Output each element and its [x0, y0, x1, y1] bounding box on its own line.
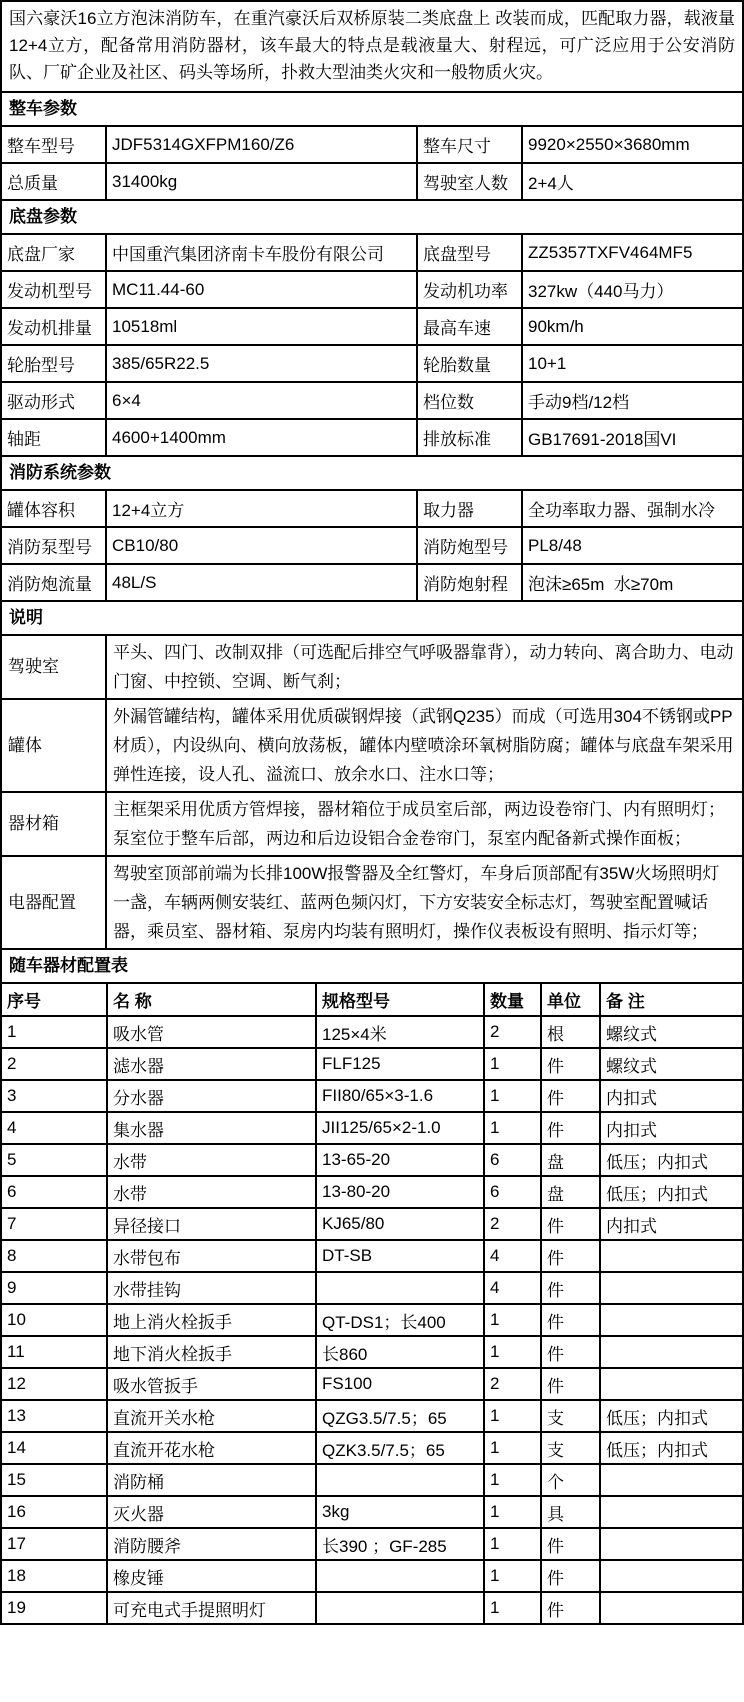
equipment-row — [2, 1016, 742, 1048]
param-label: 整车尺寸 — [417, 127, 522, 163]
equipment-row — [2, 1368, 742, 1400]
param-label: 总质量 — [2, 163, 106, 199]
equipment-spec: 13-80-20 — [316, 1176, 484, 1208]
col-header-qty: 数量 — [484, 984, 541, 1016]
col-header-unit: 单位 — [541, 984, 600, 1016]
equipment-spec: 长390 ；GF-285 — [316, 1528, 484, 1560]
equipment-no: 9 — [2, 1272, 107, 1304]
equipment-unit: 件 — [541, 1304, 600, 1336]
equipment-spec: KJ65/80 — [316, 1208, 484, 1240]
equipment-name: 直流开花水枪 — [107, 1432, 316, 1464]
param-label: 底盘型号 — [417, 235, 522, 271]
note-label: 器材箱 — [2, 792, 106, 856]
equipment-unit: 件 — [541, 1528, 600, 1560]
table-row — [2, 271, 742, 308]
equipment-row — [2, 1208, 742, 1240]
equipment-spec: 3kg — [316, 1496, 484, 1528]
fire-system-params-table — [2, 491, 742, 600]
equipment-no: 15 — [2, 1464, 107, 1496]
equipment-qty: 1 — [484, 1336, 541, 1368]
table-row — [2, 792, 742, 856]
param-value: CB10/80 — [106, 527, 417, 564]
equipment-note: 螺纹式 — [600, 1048, 742, 1080]
equipment-unit: 件 — [541, 1592, 600, 1623]
equipment-unit: 件 — [541, 1272, 600, 1304]
equipment-note: 内扣式 — [600, 1208, 742, 1240]
equipment-spec: QZK3.5/7.5；65 — [316, 1432, 484, 1464]
equipment-no: 8 — [2, 1240, 107, 1272]
equipment-spec — [316, 1464, 484, 1496]
param-value: 31400kg — [106, 163, 417, 199]
table-row — [2, 163, 742, 199]
equipment-qty: 1 — [484, 1592, 541, 1623]
equipment-table — [2, 984, 742, 1623]
param-label: 消防炮流量 — [2, 564, 106, 600]
equipment-no: 19 — [2, 1592, 107, 1623]
param-label: 驱动形式 — [2, 382, 106, 419]
note-text: 外漏管罐结构，罐体采用优质碳钢焊接（武钢Q235）而成（可选用304不锈钢或PP材质），内设纵向、横向放荡板，罐体内壁喷涂环氧树脂防腐；罐体与底盘车架采用弹性连接，设人孔、溢流口、放余水口、注水口等； — [106, 699, 742, 792]
note-label: 电器配置 — [2, 856, 106, 948]
equipment-no: 18 — [2, 1560, 107, 1592]
param-value: 9920×2550×3680mm — [522, 127, 742, 163]
equipment-spec: 长860 — [316, 1336, 484, 1368]
param-label: 发动机功率 — [417, 271, 522, 308]
equipment-spec: FII80/65×3-1.6 — [316, 1080, 484, 1112]
equipment-qty: 1 — [484, 1400, 541, 1432]
table-row — [2, 856, 742, 948]
equipment-unit: 件 — [541, 1080, 600, 1112]
table-row — [2, 419, 742, 455]
section-title-fire-system-params: 消防系统参数 — [2, 455, 742, 491]
param-label: 排放标准 — [417, 419, 522, 455]
table-row — [2, 235, 742, 271]
equipment-row — [2, 1496, 742, 1528]
note-label: 罐体 — [2, 699, 106, 792]
equipment-qty: 6 — [484, 1144, 541, 1176]
equipment-name: 直流开关水枪 — [107, 1400, 316, 1432]
param-label: 消防炮型号 — [417, 527, 522, 564]
equipment-no: 13 — [2, 1400, 107, 1432]
param-value: MC11.44-60 — [106, 271, 417, 308]
param-value: 2+4人 — [522, 163, 742, 199]
equipment-name: 水带包布 — [107, 1240, 316, 1272]
equipment-qty: 1 — [484, 1496, 541, 1528]
equipment-note — [600, 1560, 742, 1592]
equipment-spec: FS100 — [316, 1368, 484, 1400]
equipment-name: 水带 — [107, 1176, 316, 1208]
equipment-row — [2, 1400, 742, 1432]
equipment-note: 低压；内扣式 — [600, 1176, 742, 1208]
equipment-unit: 件 — [541, 1368, 600, 1400]
equipment-qty: 1 — [484, 1432, 541, 1464]
equipment-name: 灭火器 — [107, 1496, 316, 1528]
param-value: 12+4立方 — [106, 491, 417, 527]
equipment-qty: 4 — [484, 1272, 541, 1304]
intro-paragraph: 国六豪沃16立方泡沫消防车，在重汽豪沃后双桥原装二类底盘上 改装而成，匹配取力器，载液量12+4立方，配备常用消防器材，该车最大的特点是载液量大、射程远，可广泛应用于公安消防队、厂矿企业及社区、码头等场所，扑救大型油类火灾和一般物质火灾。 — [9, 9, 735, 82]
equipment-qty: 4 — [484, 1240, 541, 1272]
equipment-row — [2, 1592, 742, 1623]
param-label: 整车型号 — [2, 127, 106, 163]
equipment-name: 异径接口 — [107, 1208, 316, 1240]
equipment-note — [600, 1368, 742, 1400]
param-label: 档位数 — [417, 382, 522, 419]
equipment-note — [600, 1464, 742, 1496]
equipment-name: 吸水管扳手 — [107, 1368, 316, 1400]
equipment-unit: 盘 — [541, 1176, 600, 1208]
equipment-row — [2, 1112, 742, 1144]
equipment-name: 吸水管 — [107, 1016, 316, 1048]
equipment-name: 水带挂钩 — [107, 1272, 316, 1304]
equipment-no: 10 — [2, 1304, 107, 1336]
table-row — [2, 636, 742, 699]
equipment-spec: QZG3.5/7.5；65 — [316, 1400, 484, 1432]
table-row — [2, 491, 742, 527]
param-value: GB17691-2018国VI — [522, 419, 742, 455]
equipment-unit: 具 — [541, 1496, 600, 1528]
equipment-row — [2, 1176, 742, 1208]
equipment-name: 集水器 — [107, 1112, 316, 1144]
equipment-row — [2, 1304, 742, 1336]
note-text: 主框架采用优质方管焊接，器材箱位于成员室后部，两边设卷帘门、内有照明灯；泵室位于整车后部，两边和后边设铝合金卷帘门，泵室内配备新式操作面板； — [106, 792, 742, 856]
equipment-no: 17 — [2, 1528, 107, 1560]
param-label: 发动机型号 — [2, 271, 106, 308]
equipment-qty: 1 — [484, 1112, 541, 1144]
equipment-note — [600, 1272, 742, 1304]
equipment-no: 12 — [2, 1368, 107, 1400]
equipment-no: 14 — [2, 1432, 107, 1464]
note-text: 平头、四门、改制双排（可选配后排空气呼吸器靠背），动力转向、离合助力、电动门窗、中控锁、空调、断气刹； — [106, 636, 742, 699]
table-row — [2, 699, 742, 792]
param-value: 10518ml — [106, 308, 417, 345]
equipment-row — [2, 1080, 742, 1112]
equipment-unit: 根 — [541, 1016, 600, 1048]
param-label: 罐体容积 — [2, 491, 106, 527]
param-value: JDF5314GXFPM160/Z6 — [106, 127, 417, 163]
equipment-spec: 125×4米 — [316, 1016, 484, 1048]
param-value: 全功率取力器、强制水冷 — [522, 491, 742, 527]
equipment-row — [2, 1432, 742, 1464]
equipment-unit: 个 — [541, 1464, 600, 1496]
equipment-spec: 13-65-20 — [316, 1144, 484, 1176]
equipment-spec: JII125/65×2-1.0 — [316, 1112, 484, 1144]
equipment-name: 水带 — [107, 1144, 316, 1176]
equipment-note — [600, 1496, 742, 1528]
table-row — [2, 564, 742, 600]
param-value: 泡沫≥65m 水≥70m — [522, 564, 742, 600]
param-value: 48L/S — [106, 564, 417, 600]
equipment-no: 3 — [2, 1080, 107, 1112]
param-label: 轮胎数量 — [417, 345, 522, 382]
param-value: 6×4 — [106, 382, 417, 419]
equipment-unit: 件 — [541, 1560, 600, 1592]
equipment-qty: 1 — [484, 1528, 541, 1560]
param-value: 90km/h — [522, 308, 742, 345]
chassis-params-table — [2, 235, 742, 455]
equipment-name: 地下消火栓扳手 — [107, 1336, 316, 1368]
equipment-unit: 件 — [541, 1112, 600, 1144]
equipment-name: 可充电式手提照明灯 — [107, 1592, 316, 1623]
equipment-row — [2, 1464, 742, 1496]
param-label: 底盘厂家 — [2, 235, 106, 271]
param-label: 取力器 — [417, 491, 522, 527]
equipment-name: 滤水器 — [107, 1048, 316, 1080]
param-label: 轮胎型号 — [2, 345, 106, 382]
equipment-qty: 2 — [484, 1016, 541, 1048]
param-label: 发动机排量 — [2, 308, 106, 345]
param-label: 驾驶室人数 — [417, 163, 522, 199]
note-text: 驾驶室顶部前端为长排100W报警器及全红警灯，车身后顶部配有35W火场照明灯一盏，车辆两侧安装红、蓝两色频闪灯，下方安装安全标志灯，驾驶室配置喊话器，乘员室、器材箱、泵房内均装有照明灯，操作仪表板设有照明、指示灯等； — [106, 856, 742, 948]
equipment-qty: 2 — [484, 1208, 541, 1240]
param-value: 手动9档/12档 — [522, 382, 742, 419]
equipment-name: 消防腰斧 — [107, 1528, 316, 1560]
section-title-chassis-params: 底盘参数 — [2, 199, 742, 235]
equipment-row — [2, 1528, 742, 1560]
equipment-qty: 1 — [484, 1560, 541, 1592]
table-row — [2, 382, 742, 419]
table-row — [2, 527, 742, 564]
equipment-no: 11 — [2, 1336, 107, 1368]
table-row — [2, 345, 742, 382]
equipment-note: 低压；内扣式 — [600, 1144, 742, 1176]
equipment-note: 低压；内扣式 — [600, 1400, 742, 1432]
equipment-name: 地上消火栓扳手 — [107, 1304, 316, 1336]
equipment-unit: 件 — [541, 1240, 600, 1272]
equipment-row — [2, 1272, 742, 1304]
notes-table — [2, 636, 742, 948]
equipment-note: 内扣式 — [600, 1112, 742, 1144]
equipment-row — [2, 1240, 742, 1272]
equipment-note — [600, 1240, 742, 1272]
equipment-qty: 1 — [484, 1464, 541, 1496]
equipment-no: 5 — [2, 1144, 107, 1176]
equipment-unit: 件 — [541, 1336, 600, 1368]
equipment-no: 4 — [2, 1112, 107, 1144]
section-title-vehicle-params: 整车参数 — [2, 91, 742, 127]
table-row — [2, 308, 742, 345]
param-label: 最高车速 — [417, 308, 522, 345]
equipment-note — [600, 1336, 742, 1368]
param-value: 327kw（440马力） — [522, 271, 742, 308]
equipment-no: 7 — [2, 1208, 107, 1240]
param-value: PL8/48 — [522, 527, 742, 564]
equipment-spec: FLF125 — [316, 1048, 484, 1080]
equipment-qty: 2 — [484, 1368, 541, 1400]
equipment-note: 螺纹式 — [600, 1016, 742, 1048]
equipment-qty: 6 — [484, 1176, 541, 1208]
equipment-unit: 件 — [541, 1208, 600, 1240]
col-header-name: 名 称 — [107, 984, 316, 1016]
equipment-qty: 1 — [484, 1080, 541, 1112]
equipment-note: 内扣式 — [600, 1080, 742, 1112]
param-value: 385/65R22.5 — [106, 345, 417, 382]
param-label: 消防炮射程 — [417, 564, 522, 600]
equipment-row — [2, 1336, 742, 1368]
equipment-name: 分水器 — [107, 1080, 316, 1112]
equipment-row — [2, 1560, 742, 1592]
equipment-no: 16 — [2, 1496, 107, 1528]
col-header-no: 序号 — [2, 984, 107, 1016]
equipment-note: 低压；内扣式 — [600, 1432, 742, 1464]
equipment-unit: 盘 — [541, 1144, 600, 1176]
equipment-unit: 支 — [541, 1400, 600, 1432]
equipment-qty: 1 — [484, 1304, 541, 1336]
equipment-unit: 支 — [541, 1432, 600, 1464]
col-header-spec: 规格型号 — [316, 984, 484, 1016]
equipment-note — [600, 1304, 742, 1336]
equipment-note — [600, 1592, 742, 1623]
param-label: 消防泵型号 — [2, 527, 106, 564]
equipment-spec — [316, 1560, 484, 1592]
param-label: 轴距 — [2, 419, 106, 455]
param-value: 中国重汽集团济南卡车股份有限公司 — [106, 235, 417, 271]
equipment-unit: 件 — [541, 1048, 600, 1080]
equipment-name: 消防桶 — [107, 1464, 316, 1496]
note-label: 驾驶室 — [2, 636, 106, 699]
equipment-no: 1 — [2, 1016, 107, 1048]
equipment-row — [2, 1144, 742, 1176]
equipment-spec: QT-DS1；长400 — [316, 1304, 484, 1336]
equipment-spec — [316, 1272, 484, 1304]
equipment-spec: DT-SB — [316, 1240, 484, 1272]
equipment-no: 6 — [2, 1176, 107, 1208]
equipment-qty: 1 — [484, 1048, 541, 1080]
equipment-header-row — [2, 984, 742, 1016]
section-title-equipment-list: 随车器材配置表 — [2, 948, 742, 984]
equipment-no: 2 — [2, 1048, 107, 1080]
equipment-note — [600, 1528, 742, 1560]
section-title-notes: 说明 — [2, 600, 742, 636]
param-value: 10+1 — [522, 345, 742, 382]
param-value: ZZ5357TXFV464MF5 — [522, 235, 742, 271]
equipment-spec — [316, 1592, 484, 1623]
equipment-row — [2, 1048, 742, 1080]
vehicle-params-table — [2, 127, 742, 199]
equipment-name: 橡皮锤 — [107, 1560, 316, 1592]
param-value: 4600+1400mm — [106, 419, 417, 455]
col-header-note: 备 注 — [600, 984, 742, 1016]
table-row — [2, 127, 742, 163]
